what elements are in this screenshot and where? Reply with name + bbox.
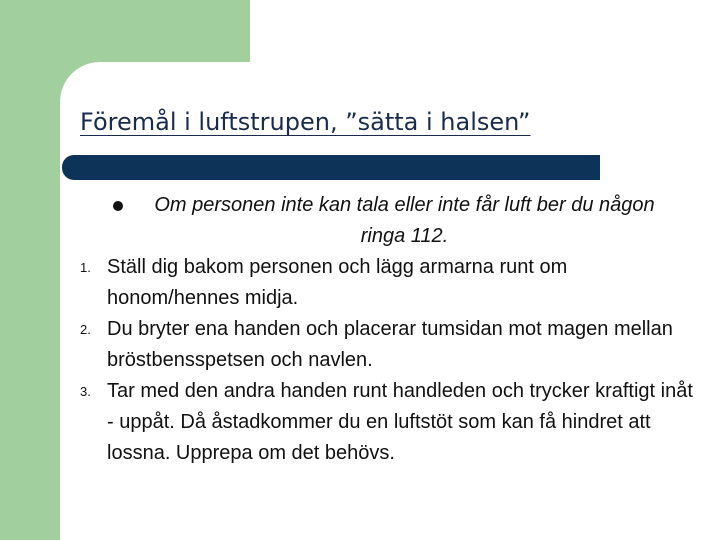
numbered-item-1 bbox=[72, 252, 702, 314]
numbered-item-2 bbox=[72, 314, 702, 376]
numbered-item-text: Du bryter ena handen och placerar tumsidan mot magen mellan bröstbensspetsen och navlen. bbox=[107, 318, 673, 371]
decorative-green-top-band bbox=[0, 0, 250, 62]
slide-title: Föremål i luftstrupen, ”sätta i halsen” bbox=[80, 108, 531, 136]
title-underline-bar bbox=[62, 155, 600, 180]
bullet-dot-icon bbox=[113, 201, 123, 211]
numbered-item-text: Ställ dig bakom personen och lägg armarna runt om honom/hennes midja. bbox=[107, 256, 568, 309]
item-number: 3. bbox=[80, 384, 91, 399]
slide-body bbox=[72, 190, 702, 469]
numbered-item-3 bbox=[72, 376, 702, 469]
bullet-item bbox=[72, 190, 702, 252]
numbered-item-text: Tar med den andra handen runt handleden och trycker kraftigt inåt - uppåt. Då åstadkommer du en luftstöt som kan få hindret att lossna. Upprepa om det behövs. bbox=[107, 380, 693, 464]
item-number: 1. bbox=[80, 260, 91, 275]
decorative-green-left-band bbox=[0, 0, 60, 540]
bullet-item-text: Om personen inte kan tala eller inte får luft ber du någon ringa 112. bbox=[154, 194, 655, 247]
item-number: 2. bbox=[80, 322, 91, 337]
